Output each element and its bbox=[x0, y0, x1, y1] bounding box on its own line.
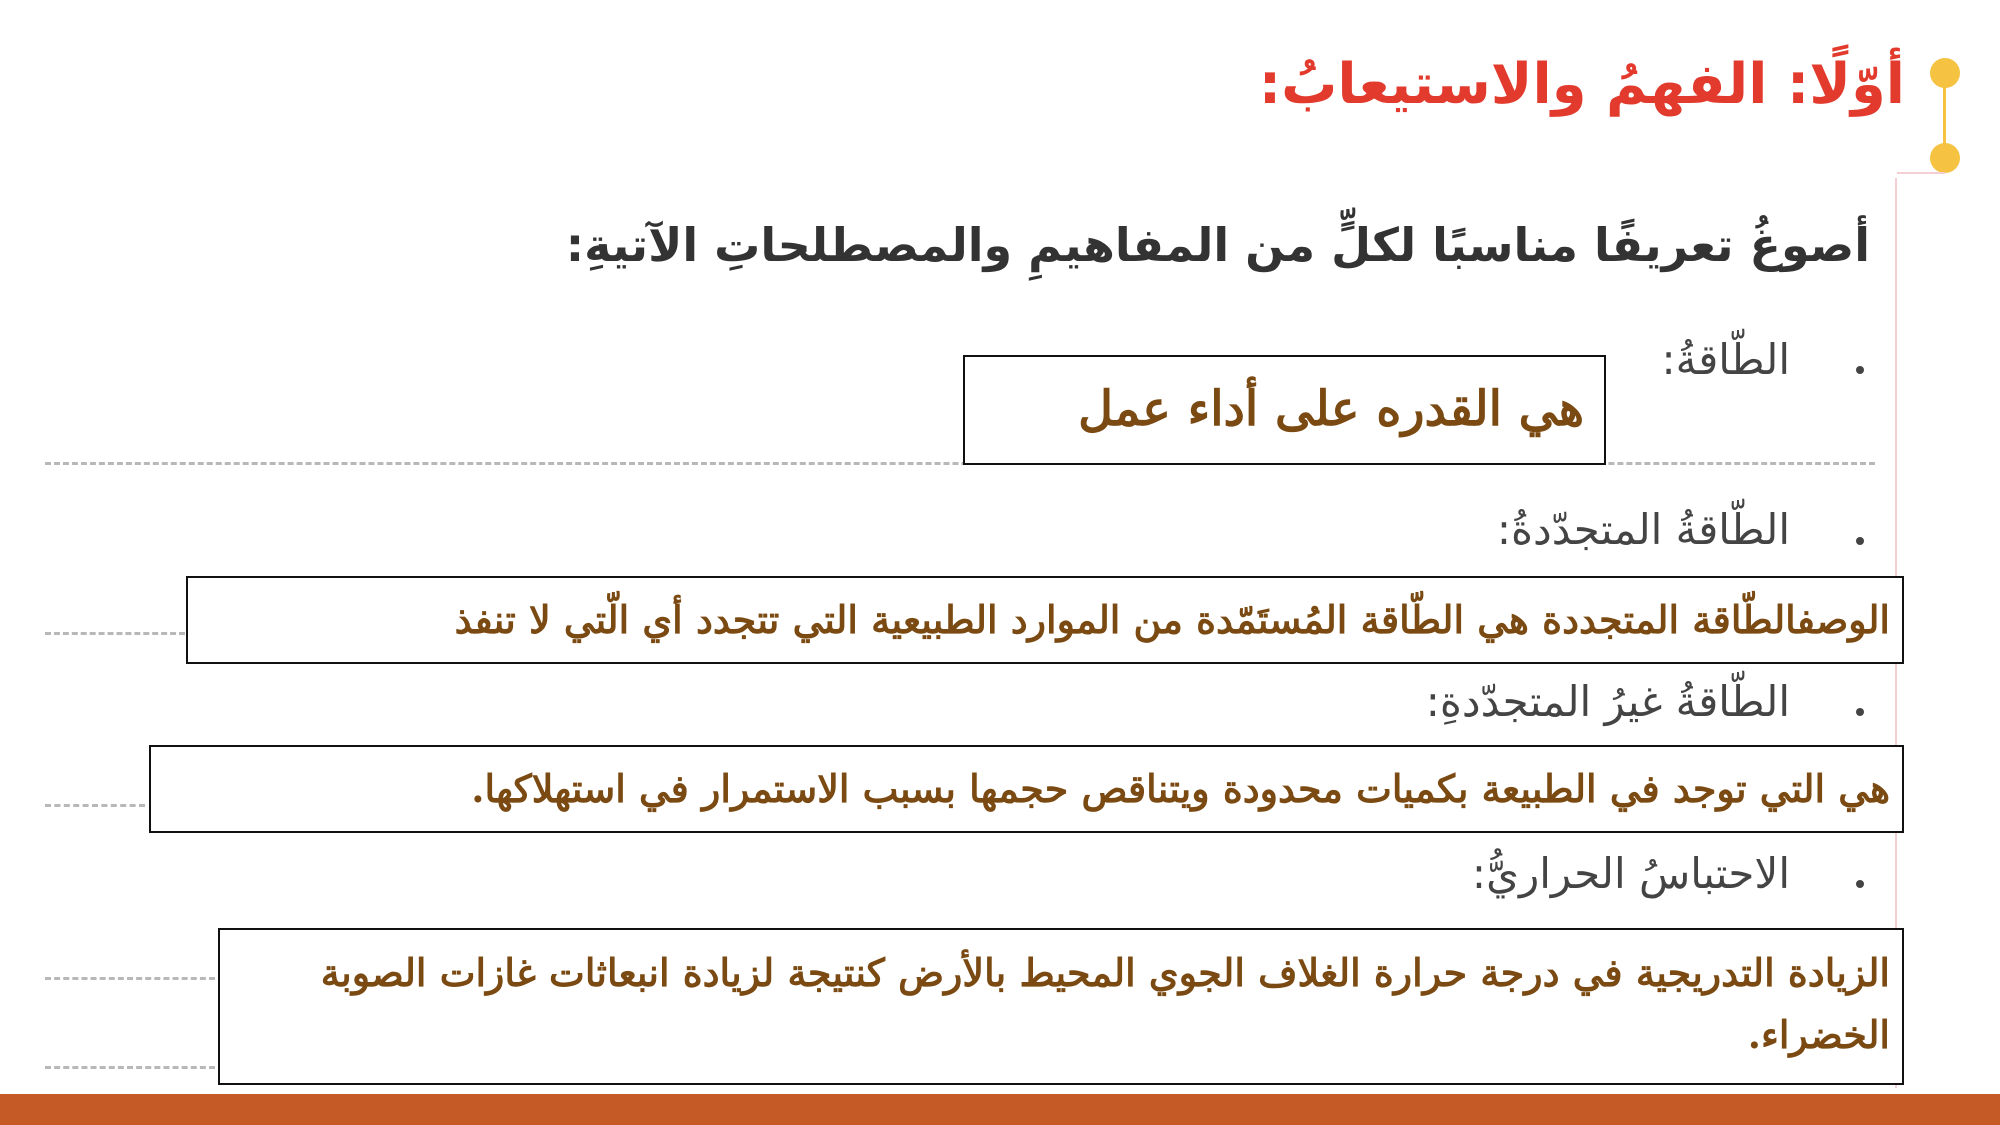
heading-connector-line bbox=[1943, 86, 1946, 146]
answer-line bbox=[45, 1066, 215, 1069]
term-label-nonrenewable-energy: الطّاقةُ غيرُ المتجدّدةِ: bbox=[1425, 677, 1790, 726]
answer-line bbox=[45, 977, 215, 980]
term-bullet bbox=[1856, 880, 1864, 888]
term-bullet bbox=[1856, 537, 1864, 545]
term-label-global-warming: الاحتباسُ الحراريُّ: bbox=[1471, 849, 1790, 898]
term-label-renewable-energy: الطّاقةُ المتجدّدةُ: bbox=[1496, 505, 1790, 554]
instruction-text: أصوغُ تعريفًا مناسبًا لكلٍّ من المفاهيمِ والمصطلحاتِ الآتيةِ: bbox=[565, 218, 1870, 272]
heading-dot-top bbox=[1930, 58, 1960, 88]
side-rule-top bbox=[1897, 172, 1945, 174]
term-bullet bbox=[1856, 366, 1864, 374]
section-title: أوّلًا: الفهمُ والاستيعابُ: bbox=[1258, 52, 1905, 117]
answer-box-renewable-energy: الوصفالطّاقة المتجددة هي الطّاقة المُستَمّدة من الموارد الطبيعية التي تتجدد أي الّتي لا تنفذ bbox=[186, 576, 1904, 664]
heading-dot-bottom bbox=[1930, 143, 1960, 173]
answer-box-energy: هي القدره على أداء عمل bbox=[963, 355, 1606, 465]
bottom-accent-bar bbox=[0, 1094, 2000, 1125]
answer-box-global-warming: الزيادة التدريجية في درجة حرارة الغلاف الجوي المحيط بالأرض كنتيجة لزيادة انبعاثات غازات الصوبة الخضراء. bbox=[218, 928, 1904, 1085]
answer-line bbox=[45, 804, 145, 807]
answer-line bbox=[45, 632, 185, 635]
term-label-energy: الطّاقةُ: bbox=[1661, 335, 1790, 384]
term-bullet bbox=[1856, 708, 1864, 716]
answer-box-nonrenewable-energy: هي التي توجد في الطبيعة بكميات محدودة ويتناقص حجمها بسبب الاستمرار في استهلاكها. bbox=[149, 745, 1904, 833]
